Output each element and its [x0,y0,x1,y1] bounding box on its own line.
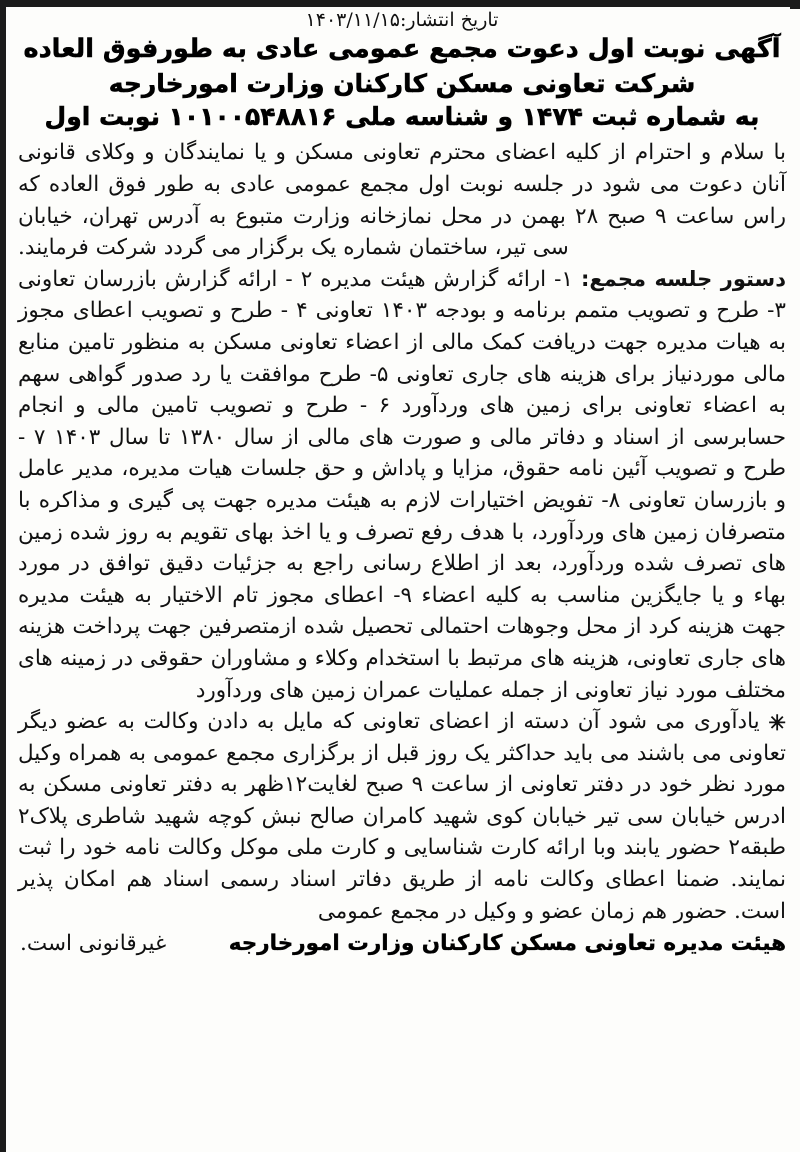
agenda-paragraph [18,264,786,706]
headline-line-3: به شماره ثبت ۱۴۷۴ و شناسه ملی ۱۰۱۰۰۵۴۸۸۱۶ نوبت اول [44,102,760,132]
headline-line-1: آگهی نوبت اول دعوت مجمع عمومی عادی به طورفوق العاده [23,34,781,64]
agenda-heading: دستور جلسه مجمع: [581,266,786,291]
notice-body [18,137,786,959]
note-paragraph [18,706,786,927]
notice-headline [18,33,786,133]
signature-row [18,928,786,960]
publication-date: تاریخ انتشار:۱۴۰۳/۱۱/۱۵ [305,9,499,31]
headline-line-2: شرکت تعاونی مسکن کارکنان وزارت امورخارجه [108,68,696,98]
note-text: یادآوری می شود آن دسته از اعضای تعاونی که مایل به دادن وکالت به عضو دیگر تعاونی می باشند می باید حداکثر یک روز قبل از برگزاری مجمع عمومی به همراه وکیل مورد نظر خود در دفتر تعاونی از ساعت ۹ صبح لغایت۱۲ظهر به دفتر تعاونی مسکن به ادرس خیابان سی تیر خیابان کوی شهید کامران صالح نبش کوچه شهید شاطری پلاک۲ طبقه۲ حضور یابند وبا ارائه کارت شناسایی و کارت ملی موکل وکالت نامه خود را ثبت نمایند. ضمنا اعطای وکالت نامه از طریق دفاتر اسناد رسمی اسناد هم امکان پذیر است. حضور هم زمان عضو و وکیل در مجمع عمومی [18,709,786,924]
closing-tail-text: غیرقانونی است. [20,931,167,957]
agenda-items-text: ۱- ارائه گزارش هیئت مدیره ۲ - ارائه گزارش بازرسان تعاونی ۳- طرح و تصویب متمم برنامه و بودجه ۱۴۰۳ تعاونی ۴ - طرح و تصویب اعطای مجوز به هیات مدیره جهت دریافت کمک مالی از اعضاء تعاونی مسکن به منظور تامین منابع مالی موردنیاز برای هزینه های جاری تعاونی ۵- طرح موافقت یا رد صدور گواهی سهم به اعضاء تعاونی برای زمین های وردآورد ۶ - طرح و تصویب تامین مالی و انجام حسابرسی از اسناد و دفاتر مالی و صورت های مالی از سال ۱۳۸۰ تا سال ۱۴۰۳ ۷ - طرح و تصویب آئین نامه حقوق، مزایا و پاداش و حق جلسات هیات مدیره، مدیر عامل و بازرسان تعاونی ۸- تفویض اختیارات لازم به هیئت مدیره جهت پی گیری و مذاکره با متصرفان زمین های وردآورد، با هدف رفع تصرف و یا اخذ بهای تقویم به روز شده زمین های تصرف شده وردآورد، بعد از اطلاع رسانی راجع به جزئیات دقیق توافق در مورد بهاء و یا جایگزین مناسب به کلیه اعضاء ۹- اعطای مجوز تام الاختیار به هیئت مدیره جهت هزینه کرد از محل وجوهات احتمالی تحصیل شده ازمتصرفین جهت پرداخت هزینه های جاری تعاونی، هزینه های مرتبط با استخدام وکلاء و مشاوران حقوقی در زمینه های مختلف مورد نیاز تعاونی از جمله عملیات عمران زمین های وردآورد [18,266,787,703]
asterisk-icon: ✳ [768,710,786,736]
invitation-paragraph: با سلام و احترام از کلیه اعضای محترم تعاونی مسکن و یا نمایندگان و وکلای قانونی آنان دعوت می شود در جلسه نوبت اول مجمع عمومی عادی به طور فوق العاده که راس ساعت ۹ صبح ۲۸ بهمن در محل نمازخانه وزارت متبوع به آدرس تهران، خیابان سی تیر، ساختمان شماره یک برگزار می گردد شرکت فرمایند. [18,140,786,261]
board-signature: هیئت مدیره تعاونی مسکن کارکنان وزارت امورخارجه [228,931,786,957]
